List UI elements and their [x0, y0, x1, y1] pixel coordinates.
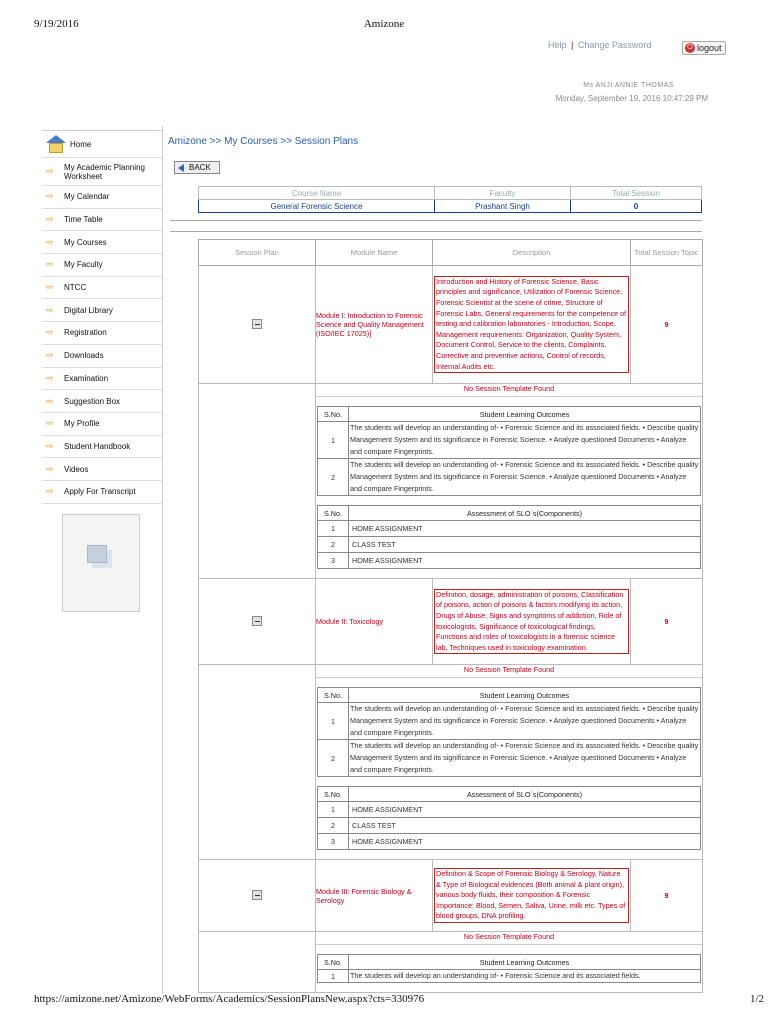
sidebar-item-calendar[interactable] — [42, 186, 162, 209]
table-row: 2 The students will develop an understanding of- • Forensic Science and its associated fields. • Describe quality Management System and its significance in Forensic Science. • Analyze questioned Documents • Analyze and compare Fingerprints. — [318, 459, 701, 496]
sidebar-item-courses[interactable] — [42, 231, 162, 254]
sidebar-item-label: My Profile — [64, 419, 100, 429]
assessment-header: Assessment of SLO`s(Components) — [349, 506, 701, 521]
session-plan-table — [198, 239, 703, 993]
sidebar-item-label: Registration — [64, 328, 107, 338]
module-description: Definition, dosage, administration of poisons, Classification of poisons, action of poisons & factors modifying its action, Drugs of Abuse, Signs and symptoms of addiction, Role of toxicologists, Significance of toxicological findings, Functions and roles of toxicologists in a forensic science lab, Techniques used in toxicology examination. — [434, 589, 629, 655]
sidebar-item-faculty[interactable] — [42, 254, 162, 277]
power-icon: ⏻ — [685, 43, 695, 53]
module-row — [199, 860, 703, 932]
sidebar-item-examination[interactable] — [42, 368, 162, 391]
assessment-table — [317, 505, 701, 569]
collapse-icon[interactable] — [252, 319, 262, 329]
total-session-topic-header: Total Session Topic — [631, 240, 703, 266]
sidebar-item-registration[interactable] — [42, 322, 162, 345]
module-name-header: Module Name — [316, 240, 433, 266]
slo-header: Student Learning Outcomes — [349, 688, 701, 703]
slo-sno-header: S.No. — [318, 688, 349, 703]
breadcrumb[interactable]: Amizone >> My Courses >> Session Plans — [168, 136, 359, 147]
sidebar-item-label: Suggestion Box — [64, 396, 121, 406]
assessment-sno-header: S.No. — [318, 787, 349, 802]
home-icon — [46, 135, 66, 153]
change-password-link[interactable]: Change Password — [577, 40, 652, 50]
user-name: Ms ANJI ANNIE THOMAS — [583, 82, 674, 89]
sidebar-item-label: Downloads — [64, 351, 104, 361]
divider — [170, 231, 702, 232]
slo-sno-header: S.No. — [318, 407, 349, 422]
arrow-right-icon: ⇨ — [46, 191, 54, 202]
assessment-table — [317, 786, 701, 850]
print-header — [0, 18, 768, 32]
total-session-header: Total Session — [571, 187, 702, 200]
module-row — [199, 579, 703, 665]
sidebar-item-label: My Courses — [64, 237, 107, 247]
sidebar-item-home[interactable] — [42, 130, 162, 158]
faculty-name: Prashant Singh — [435, 200, 571, 213]
link-separator: | — [571, 40, 574, 50]
sidebar-item-videos[interactable] — [42, 458, 162, 481]
arrow-right-icon: ⇨ — [46, 350, 54, 361]
description-header: Description — [433, 240, 631, 266]
arrow-right-icon: ⇨ — [46, 395, 54, 406]
slo-table — [317, 687, 701, 777]
faculty-header: Faculty — [435, 187, 571, 200]
print-footer — [0, 993, 768, 1007]
table-row: 3 HOME ASSIGNMENT — [318, 834, 701, 850]
sidebar — [42, 130, 162, 612]
arrow-right-icon: ⇨ — [46, 327, 54, 338]
sidebar-item-label: Home — [70, 139, 92, 149]
arrow-right-icon: ⇨ — [46, 418, 54, 429]
table-row: 1 HOME ASSIGNMENT — [318, 802, 701, 818]
course-table — [198, 186, 702, 213]
sidebar-item-label: Videos — [64, 464, 89, 474]
back-label: BACK — [189, 163, 211, 172]
help-link[interactable]: Help — [548, 40, 567, 50]
session-topic-count: 9 — [631, 266, 703, 384]
table-row: 1 The students will develop an understanding of- • Forensic Science and its associated fields. • Describe quality Management System and its significance in Forensic Science. • Analyze questioned Documents • Analyze and compare Fingerprints. — [318, 703, 701, 740]
table-row: 1 The students will develop an understanding of- • Forensic Science and its associated fields. • Describe quality Management System and its significance in Forensic Science. • Analyze questioned Documents • Analyze and compare Fingerprints. — [318, 422, 701, 459]
sidebar-item-label: Digital Library — [64, 305, 113, 315]
sidebar-item-time-table[interactable] — [42, 209, 162, 232]
profile-photo — [62, 514, 140, 612]
session-topic-count: 9 — [631, 579, 703, 665]
image-placeholder-icon — [87, 545, 107, 563]
module-name: Module I: Introduction to Forensic Science and Quality Management (ISO/IEC 17025)] — [316, 266, 433, 384]
logout-button[interactable] — [682, 41, 726, 55]
assessment-sno-header: S.No. — [318, 506, 349, 521]
total-session: 0 — [571, 200, 702, 213]
no-template-message: No Session Template Found — [316, 665, 702, 678]
sidebar-item-label: NTCC — [64, 283, 87, 293]
no-template-message: No Session Template Found — [316, 384, 702, 397]
session-topic-count: 9 — [631, 860, 703, 932]
session-plan-header: Session Plan — [199, 240, 316, 266]
arrow-right-icon: ⇨ — [46, 282, 54, 293]
print-title: Amizone — [363, 18, 405, 30]
module-details-row — [199, 384, 703, 579]
collapse-icon[interactable] — [252, 890, 262, 900]
arrow-right-icon: ⇨ — [46, 236, 54, 247]
module-row — [199, 266, 703, 384]
arrow-right-icon: ⇨ — [46, 166, 54, 176]
sidebar-item-label: My Calendar — [64, 192, 110, 202]
logout-label: logout — [697, 43, 722, 53]
sidebar-item-student-handbook[interactable] — [42, 436, 162, 459]
slo-header: Student Learning Outcomes — [349, 407, 701, 422]
print-date: 9/19/2016 — [34, 18, 79, 30]
module-name: Module II: Toxicology — [316, 579, 433, 665]
arrow-right-icon: ⇨ — [46, 486, 54, 497]
content-divider — [162, 126, 163, 994]
top-links — [548, 40, 651, 50]
sidebar-item-downloads[interactable] — [42, 345, 162, 368]
sidebar-item-digital-library[interactable] — [42, 299, 162, 322]
sidebar-item-label: Student Handbook — [64, 441, 131, 451]
table-row: 2 CLASS TEST — [318, 537, 701, 553]
table-row: 2 CLASS TEST — [318, 818, 701, 834]
slo-table — [317, 954, 701, 983]
arrow-right-icon: ⇨ — [46, 304, 54, 315]
print-url: https://amizone.net/Amizone/WebForms/Academics/SessionPlansNew.aspx?cts=330976 — [34, 993, 425, 1005]
arrow-right-icon: ⇨ — [46, 214, 54, 225]
table-row: 1 The students will develop an understanding of- • Forensic Science and its associated fields. — [318, 970, 701, 983]
module-description: Introduction and History of Forensic Science, Basic principles and significance, Utilization of Forensic Science, Forensic Scientist at the scene of crime, Structure of Forensic Labs, General requirements for the competence of testing and calibration laboratories - Introduction, Scope, Management requirements: Organization, Quality System, Document Control, Service to the clients, Complaints, Corrective and preventive actions, Control of records, Internal Audits etc. — [434, 276, 629, 373]
sidebar-item-suggestion-box[interactable] — [42, 390, 162, 413]
back-button[interactable] — [174, 161, 220, 174]
sidebar-item-label: Time Table — [64, 215, 103, 225]
table-row: 3 HOME ASSIGNMENT — [318, 553, 701, 569]
sidebar-item-profile[interactable] — [42, 413, 162, 436]
arrow-right-icon: ⇨ — [46, 463, 54, 474]
course-name: General Forensic Science — [199, 200, 435, 213]
module-description: Definition & Scope of Forensic Biology & Serology, Nature & Type of Biological evidences (Both animal & plant origin), various body fluids, their composition & Forensic Importance: Blood, Semen, Saliva, Urine, milk etc. Types of blood groups, DNA profiling. — [434, 868, 629, 923]
slo-table — [317, 406, 701, 496]
sidebar-item-label: Examination — [64, 373, 109, 383]
table-row: 1 HOME ASSIGNMENT — [318, 521, 701, 537]
no-template-message: No Session Template Found — [316, 932, 702, 945]
module-details-row — [199, 665, 703, 860]
sidebar-item-label: My Academic Planning Worksheet — [64, 162, 145, 181]
sidebar-item-label: Apply For Transcript — [64, 487, 136, 497]
arrow-right-icon: ⇨ — [46, 259, 54, 270]
current-datetime: Monday, September 19, 2016 10:47:29 PM — [555, 94, 708, 103]
sidebar-item-ntcc[interactable] — [42, 277, 162, 300]
course-name-header: Course Name — [199, 187, 435, 200]
assessment-header: Assessment of SLO`s(Components) — [349, 787, 701, 802]
collapse-icon[interactable] — [252, 616, 262, 626]
divider — [170, 220, 702, 221]
arrow-right-icon: ⇨ — [46, 372, 54, 383]
table-row: 2 The students will develop an understanding of- • Forensic Science and its associated fields. • Describe quality Management System and its significance in Forensic Science. • Analyze questioned Documents • Analyze and compare Fingerprints. — [318, 740, 701, 777]
module-details-row — [199, 932, 703, 993]
module-name: Module III: Forensic Biology & Serology — [316, 860, 433, 932]
sidebar-item-apply-transcript[interactable] — [42, 481, 162, 504]
arrow-right-icon: ⇨ — [46, 440, 54, 451]
sidebar-item-label: My Faculty — [64, 260, 103, 270]
back-arrow-icon — [178, 164, 184, 172]
sidebar-item-academic-planning[interactable] — [42, 158, 162, 186]
print-page-number: 1/2 — [749, 993, 764, 1005]
slo-sno-header: S.No. — [318, 955, 349, 970]
slo-header: Student Learning Outcomes — [349, 955, 701, 970]
